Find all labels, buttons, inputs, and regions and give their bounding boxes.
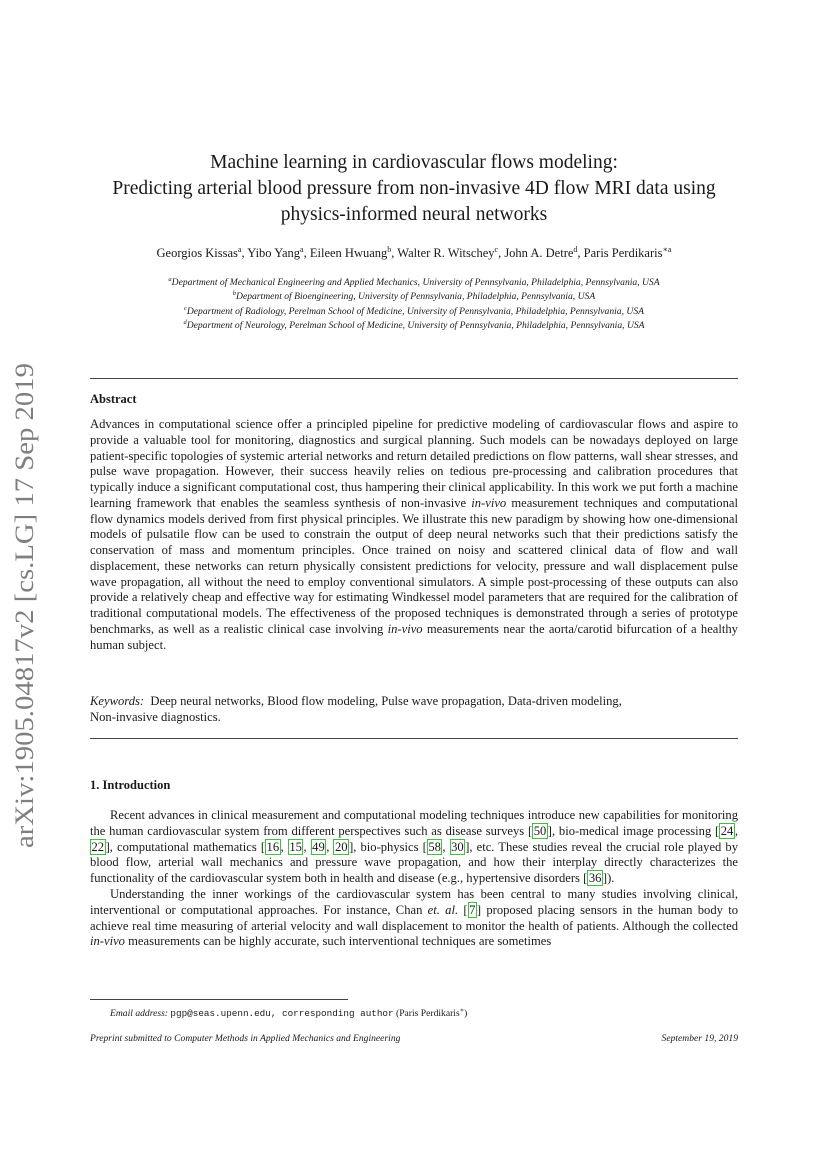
author: Eileen Hwuang$^b$	[309, 244, 392, 260]
footnote-label: Email address:	[110, 1008, 169, 1020]
affiliation-list	[90, 276, 738, 333]
paper-title	[90, 150, 738, 228]
keywords-list-continued: Non-invasive diagnostics.	[90, 710, 221, 724]
author: Yibo Yang$^a$	[247, 244, 304, 260]
abstract-bottom-rule	[90, 738, 738, 739]
citation-link[interactable]: 15	[289, 839, 302, 854]
footer-date: September 19, 2019	[661, 1033, 738, 1044]
author-list: Georgios Kissas$^a$, Yibo Yang$^a$, Eileen Hwuang$^b$, Walter R. Witschey$^c$, John A. Detre$^d$, Paris Perdikaris$^{∗a}$	[156, 244, 672, 260]
citation-link[interactable]: 20	[334, 839, 348, 854]
abstract-heading: Abstract	[90, 392, 137, 406]
author: Walter R. Witschey$^c$	[397, 244, 499, 260]
section-heading-introduction: 1. Introduction	[90, 778, 171, 792]
citation-link[interactable]: 22	[91, 839, 105, 854]
abstract-top-rule	[90, 378, 738, 379]
arxiv-stamp-text: arXiv:1905.04817v2 [cs.LG] 17 Sep 2019	[10, 408, 39, 848]
email-address: pgp@seas.upenn.edu, corresponding author	[170, 1008, 394, 1020]
citation-link[interactable]: 58	[428, 839, 441, 854]
title-line-1: Machine learning in cardiovascular flows modeling:	[210, 152, 618, 173]
affiliation: $^a$Department of Mechanical Engineering and Applied Mechanics, University of Pennsylvania, Philadelphia, Pennsylvania, USA	[168, 275, 660, 288]
footnote-rule	[90, 999, 348, 1000]
introduction-body	[90, 808, 738, 950]
footer-preprint-note: Preprint submitted to Computer Methods in Applied Mechanics and Engineering	[90, 1033, 401, 1044]
author: Paris Perdikaris$^{∗a}$	[583, 244, 672, 260]
author: John A. Detre$^d$	[504, 244, 578, 260]
citation-link[interactable]: 49	[312, 839, 325, 854]
affiliation: $^b$Department of Bioengineering, University of Pennsylvania, Philadelphia, Pennsylvania, USA	[232, 290, 596, 303]
title-line-3: physics-informed neural networks	[280, 204, 548, 225]
title-line-2: Predicting arterial blood pressure from non-invasive 4D flow MRI data using	[112, 178, 716, 199]
arxiv-identifier-stamp	[2, 363, 46, 848]
paragraph: Understanding the inner workings of the cardiovascular system has been central to many studies involving clinical, interventional or computational approaches. For instance, Chan et. al. [ 7 ] proposed placing sensors in the human body to achieve real time measuring of arterial velocity and wall displacement to monitor the health of patients. Although the collected in-vivo measurements can be highly accurate, such interventional techniques are sometimes	[90, 886, 738, 949]
arxiv-stamp-graphic	[2, 363, 46, 848]
author: Georgios Kissas$^a$	[156, 244, 242, 260]
footnote-email: Email address: pgp@seas.upenn.edu, corresponding author (Paris Perdikaris∗)	[110, 1007, 468, 1020]
citation-link[interactable]: 36	[588, 871, 602, 886]
citation-link[interactable]: 7	[469, 902, 476, 917]
affiliation: $^c$Department of Radiology, Perelman School of Medicine, University of Pennsylvania, Philadelphia, Pennsylvania, USA	[183, 304, 644, 317]
citation-link[interactable]: 50	[533, 823, 547, 838]
paragraph: Recent advances in clinical measurement and computational modeling techniques introduce new capabilities for monitoring the human cardiovascular system from different perspectives such as disease surveys [ 50 ], bio-medical image processing [ 24 , 22 ], computational mathematics [ 16 , 15 , 49 , 20 ], bio-physics [ 58 , 30 ], etc. These studies reveal the crucial role played by blood flow, arterial wall mechanics and pressure wave propagation, and how their interplay directly characterizes the functionality of the cardiovascular system both in health and disease (e.g., hypertensive disorders [ 36 ]).	[90, 808, 738, 886]
keywords-list: Deep neural networks, Blood flow modeling, Pulse wave propagation, Data-driven modeling,	[150, 694, 622, 708]
citation-link[interactable]: 30	[451, 839, 464, 854]
citation-link[interactable]: 24	[720, 823, 734, 838]
keywords-label: Keywords:	[90, 694, 145, 708]
affiliation: $^d$Department of Neurology, Perelman School of Medicine, University of Pennsylvania, Philadelphia, Pennsylvania, USA	[183, 318, 645, 331]
keywords	[90, 693, 738, 725]
abstract-body: Advances in computational science offer a principled pipeline for predictive modeling of cardiovascular flows and aspire to provide a valuable tool for monitoring, diagnostics and surgical planning. Such models can be nowadays deployed on large patient-specific topologies of systemic arterial networks and return detailed predictions on flow patterns, wall shear stresses, and pulse wave propagation. However, their success heavily relies on tedious pre-processing and calibration procedures that typically induce a significant computational cost, thus hampering their clinical applicability. In this work we put forth a machine learning framework that enables the seamless synthesis of non-invasive in-vivo measurement techniques and computational flow dynamics models derived from first physical principles. We illustrate this new paradigm by showing how one-dimensional models of pulsatile flow can be used to constrain the output of deep neural networks such that their predictions satisfy the conservation of mass and momentum principles. Once trained on noisy and scattered clinical data of flow and wall displacement, these networks can return physically consistent predictions for velocity, pressure and wall displacement pulse wave propagation, all without the need to employ conventional simulators. A simple post-processing of these outputs can also provide a relatively cheap and effective way for estimating Windkessel model parameters that are required for the calibration of traditional computational models. The effectiveness of the proposed techniques is demonstrated through a series of prototype benchmarks, as well as a realistic clinical case involving in-vivo measurements near the aorta/carotid bifurcation of a healthy human subject.	[90, 417, 738, 652]
citation-link[interactable]: 16	[266, 839, 280, 854]
